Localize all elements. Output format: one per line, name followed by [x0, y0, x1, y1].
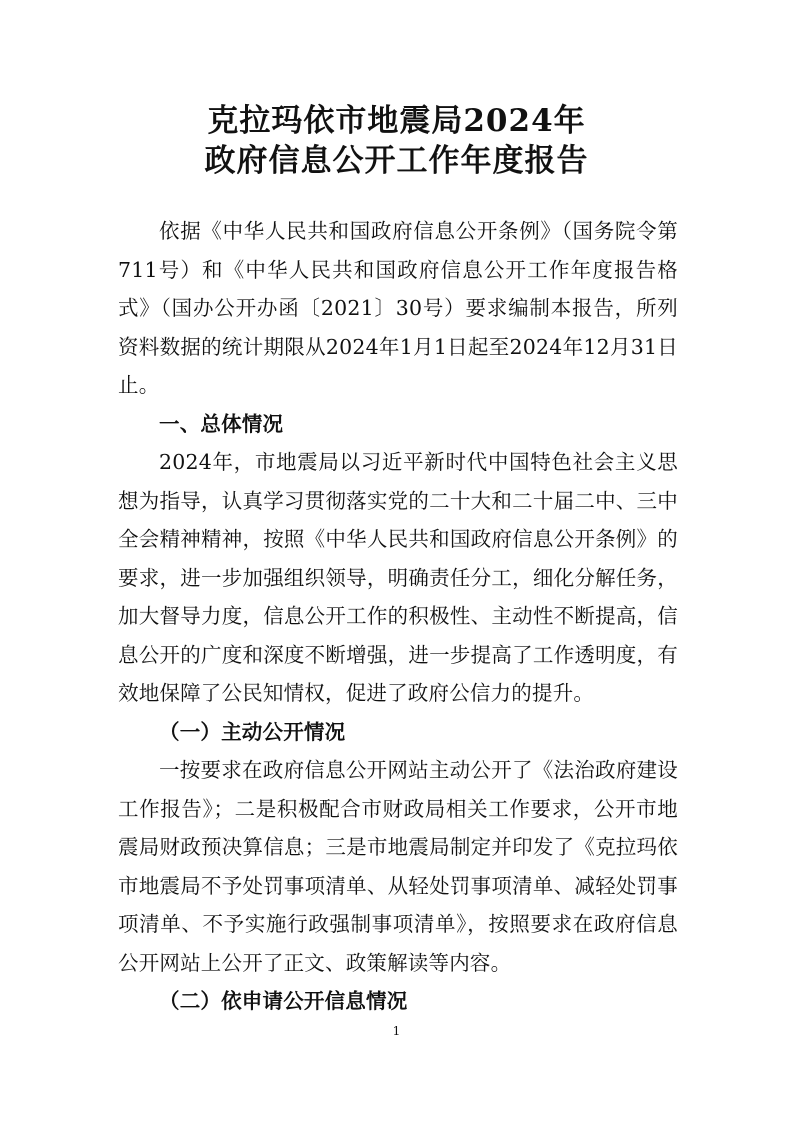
section-heading-overview: 一、总体情况 — [159, 411, 284, 436]
proactive-paragraph: 一按要求在政府信息公开网站主动公开了《法治政府建设工作报告》；二是积极配合市财政局相关工作要求，公开市地震局财政预决算信息；三是市地震局制定并印发了《克拉玛依市地震局不予处罚事项清单、从轻处罚事项清单、减轻处罚事项清单、不予实施行政强制事项清单》，按照要求在政府信息公开网站上公开了正文、政策解读等内容。 — [118, 758, 678, 975]
document-title-line1: 克拉玛依市地震局2024年 — [207, 103, 586, 139]
intro-paragraph: 依据《中华人民共和国政府信息公开条例》（国务院令第711号）和《中华人民共和国政府信息公开工作年度报告格式》（国办公开办函〔2021〕30号）要求编制本报告，所列资料数据的统计期限从2024年1月1日起至2024年12月31日止。 — [118, 219, 678, 397]
page-number: 1 — [392, 1024, 401, 1038]
overview-paragraph: 2024年，市地震局以习近平新时代中国特色社会主义思想为指导，认真学习贯彻落实党的二十大和二十届二中、三中全会精神精神，按照《中华人民共和国政府信息公开条例》的要求，进一步加强组织领导，明确责任分工，细化分解任务，加大督导力度，信息公开工作的积极性、主动性不断提高，信息公开的广度和深度不断增强，进一步提高了工作透明度，有效地保障了公民知情权，促进了政府公信力的提升。 — [118, 450, 678, 705]
subsection-heading-proactive: （一）主动公开情况 — [159, 719, 346, 744]
subsection-heading-on-request: （二）依申请公开信息情况 — [159, 989, 408, 1013]
document-body — [118, 212, 678, 1021]
document-title-line2: 政府信息公开工作年度报告 — [204, 143, 589, 179]
